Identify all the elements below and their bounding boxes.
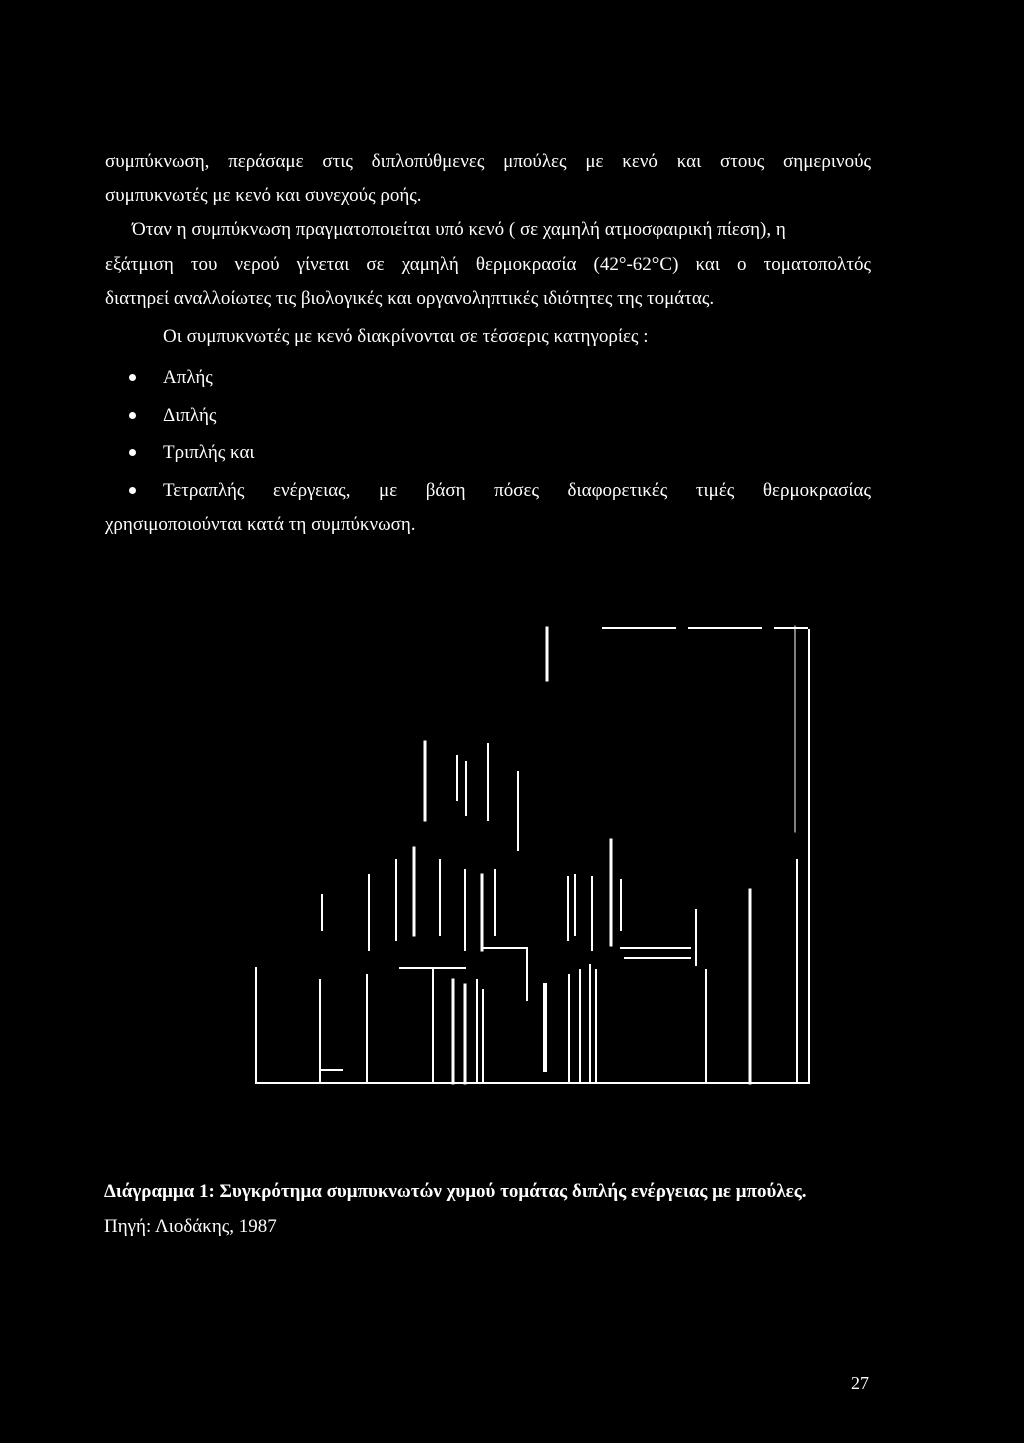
paragraph-2-line-2: εξάτμιση του νερού γίνεται σε χαμηλή θερμοκρασία (42°-62°C) και ο τοματοπολτός xyxy=(105,254,871,275)
page-number: 27 xyxy=(851,1373,869,1393)
diagram-caption-title: Διάγραμμα 1: Συγκρότημα συμπυκνωτών χυμού τομάτας διπλής ενέργειας με μπούλες. xyxy=(104,1181,807,1202)
paragraph-2-line-3: διατηρεί αναλλοίωτες τις βιολογικές και οργανοληπτικές ιδιότητες της τομάτας. xyxy=(105,288,715,309)
bullet-item-2: Διπλής xyxy=(163,405,217,426)
diagram-caption-source: Πηγή: Λιοδάκης, 1987 xyxy=(104,1216,277,1237)
paragraph-1-line-1: συμπύκνωση, περάσαμε στις διπλοπύθμενες μπούλες με κενό και στους σημερινούς xyxy=(105,151,871,172)
paragraph-1-line-2: συμπυκνωτές με κενό και συνεχούς ροής. xyxy=(105,185,422,206)
bullet-item-4: Τετραπλής ενέργειας, με βάση πόσες διαφορετικές τιμές θερμοκρασίας xyxy=(163,480,871,501)
paragraph-3-intro: Οι συμπυκνωτές με κενό διακρίνονται σε τέσσερις κατηγορίες : xyxy=(163,326,649,347)
bullet-item-3: Τριπλής και xyxy=(163,442,255,463)
bullet-continuation: χρησιμοποιούνται κατά τη συμπύκνωση. xyxy=(105,514,416,535)
paragraph-2-line-1: Όταν η συμπύκνωση πραγματοποιείται υπό κενό ( σε χαμηλή ατμοσφαιρική πίεση), η xyxy=(132,219,786,240)
bullet-item-1: Απλής xyxy=(163,367,213,388)
